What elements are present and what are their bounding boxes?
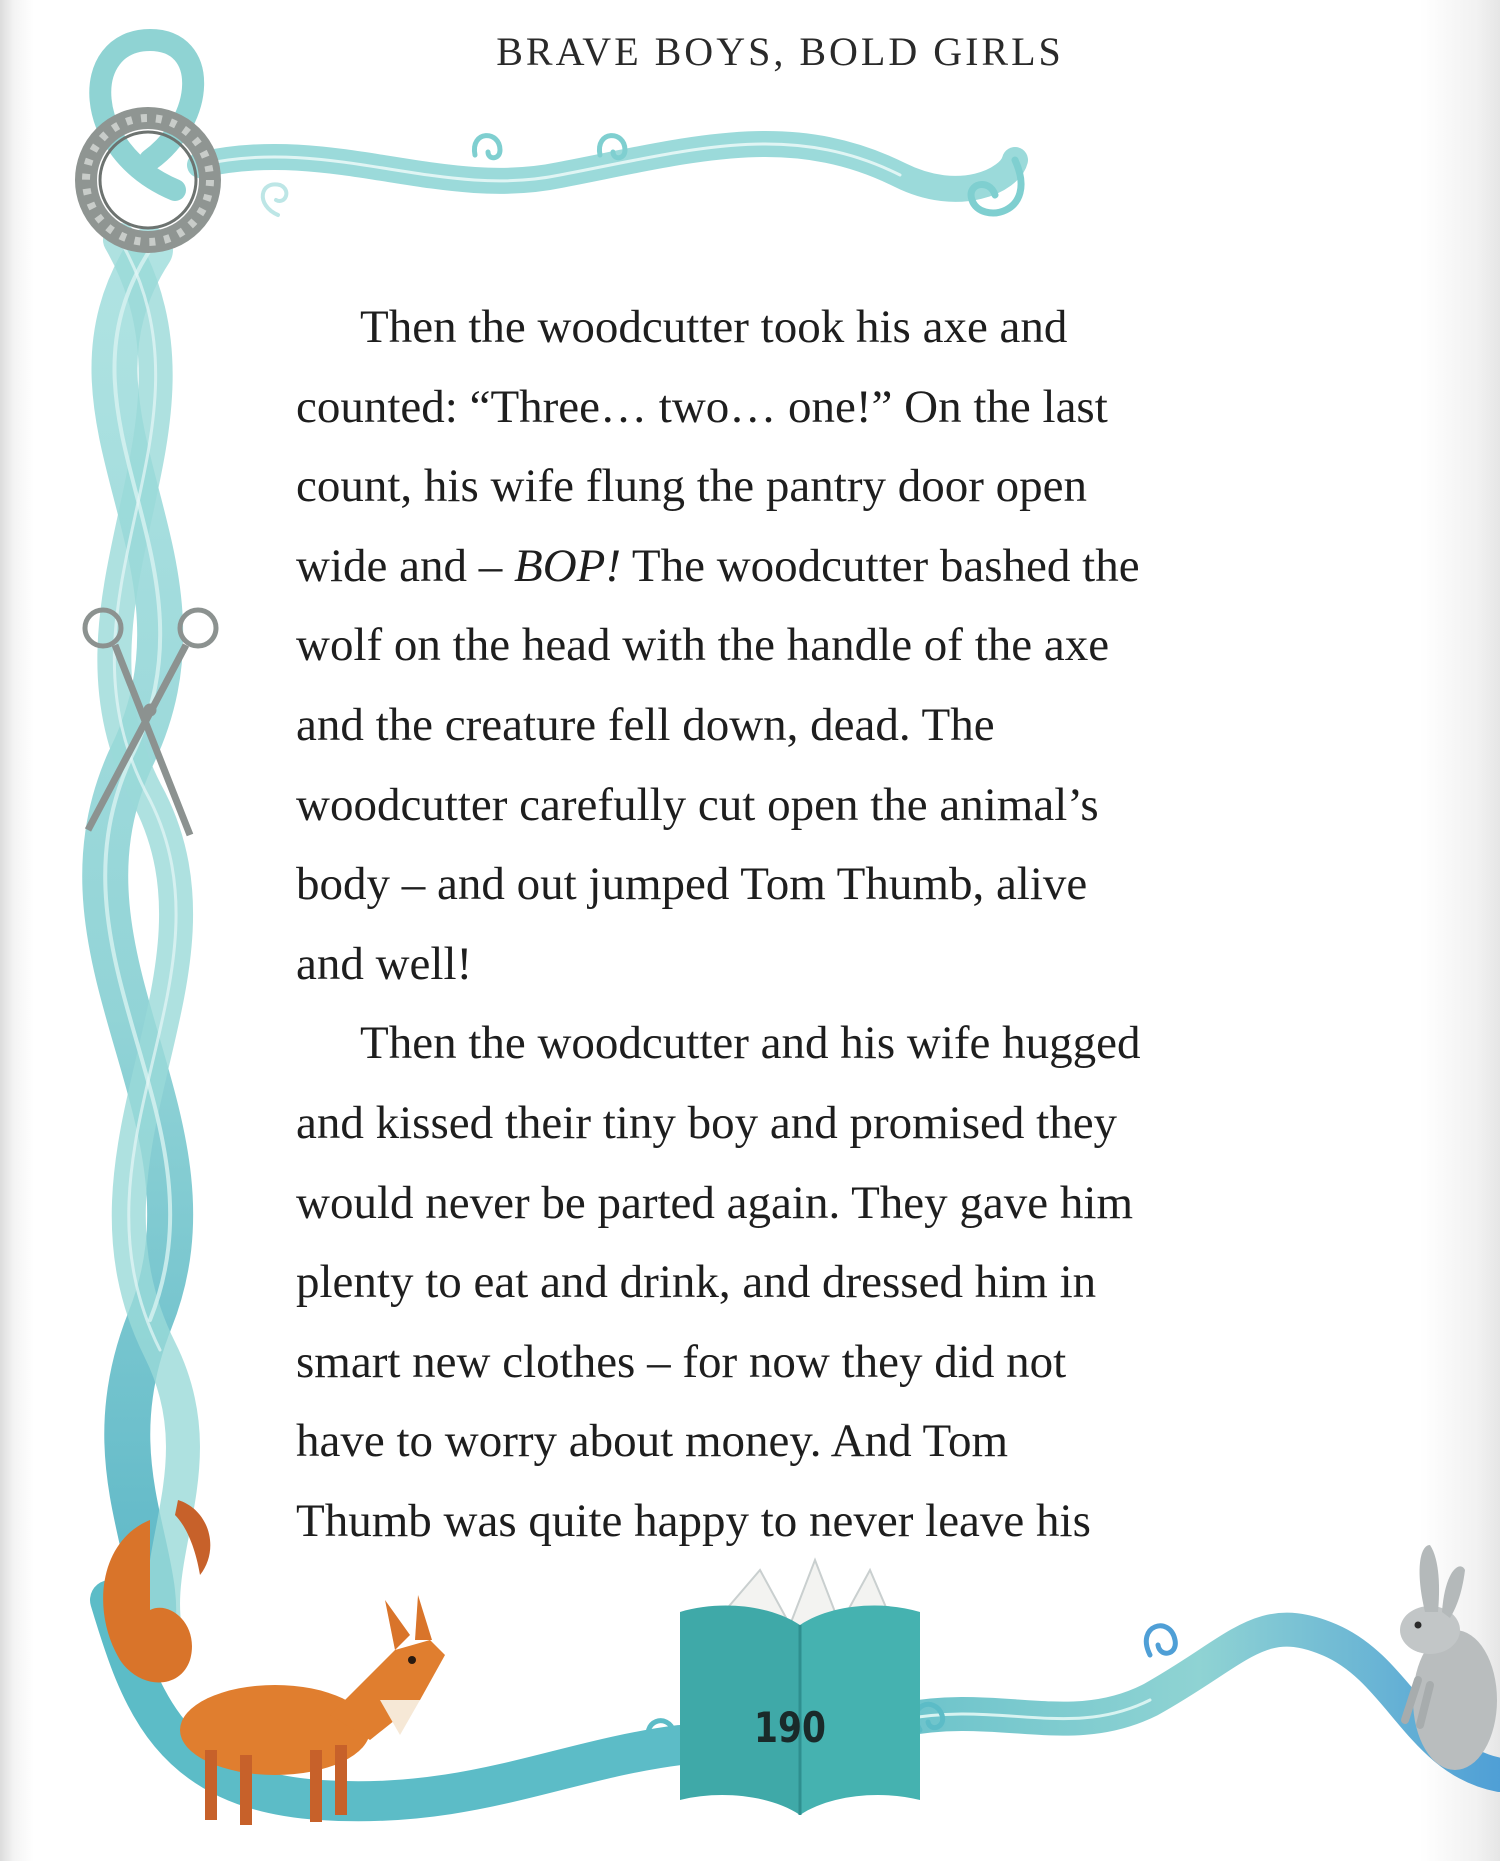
paragraph bbox=[296, 288, 1306, 1004]
page-number: 190 bbox=[754, 1703, 826, 1752]
text-line: Thumb was quite happy to never leave his bbox=[296, 1494, 1091, 1547]
text-line: plenty to eat and drink, and dressed him in bbox=[296, 1256, 1097, 1309]
top-ribbon-border bbox=[200, 136, 1021, 215]
text-line: woodcutter carefully cut open the animal’s bbox=[296, 778, 1099, 831]
text-line: count, his wife flung the pantry door open bbox=[296, 460, 1087, 513]
text-line: and the creature fell down, dead. The bbox=[296, 698, 995, 751]
text-line: wolf on the head with the handle of the axe bbox=[296, 619, 1110, 672]
running-head: BRAVE BOYS, BOLD GIRLS bbox=[496, 29, 1064, 74]
paragraph bbox=[296, 1004, 1306, 1561]
text-line: and well! bbox=[296, 937, 473, 990]
text-line: body – and out jumped Tom Thumb, alive bbox=[296, 858, 1088, 911]
text-line: Then the woodcutter and his wife hugged bbox=[360, 1017, 1141, 1070]
open-book-illustration bbox=[680, 1560, 920, 1815]
story-text bbox=[296, 288, 1306, 1562]
text-line: Then the woodcutter took his axe and bbox=[360, 301, 1068, 353]
text-line: smart new clothes – for now they did not bbox=[296, 1335, 1067, 1388]
emphasis-bop: BOP! bbox=[513, 539, 621, 592]
left-ribbon-border bbox=[100, 40, 193, 1650]
text-line: and kissed their tiny boy and promised they bbox=[296, 1096, 1118, 1149]
text-run: wide and – bbox=[296, 539, 514, 592]
text-line bbox=[296, 527, 1306, 607]
text-line: would never be parted again. They gave him bbox=[296, 1176, 1134, 1229]
text-line: have to worry about money. And Tom bbox=[296, 1415, 1009, 1468]
text-run: The woodcutter bashed the bbox=[621, 539, 1140, 592]
text-line: counted: “Three… two… one!” On the last bbox=[296, 380, 1108, 433]
